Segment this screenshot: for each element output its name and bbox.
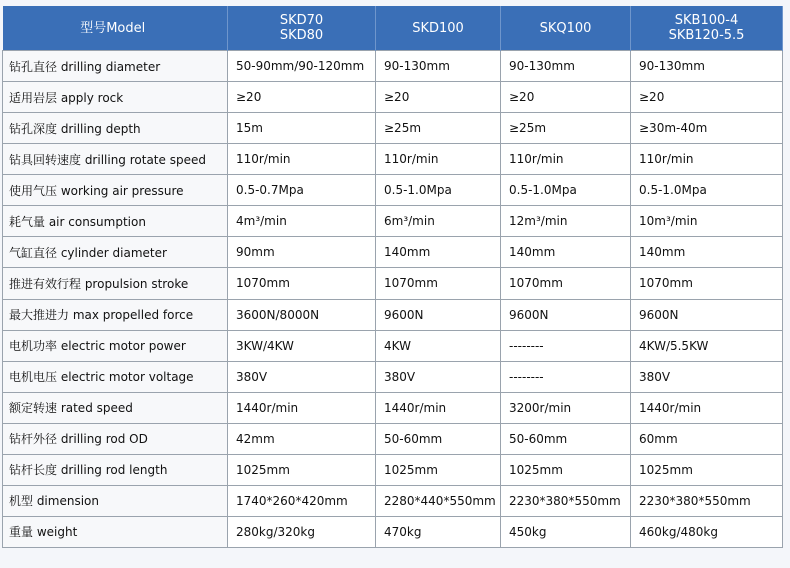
spec-value-cell: 90mm — [228, 237, 376, 268]
spec-value-cell: 1740*260*420mm — [228, 485, 376, 516]
table-row — [3, 361, 783, 392]
spec-table — [2, 6, 783, 548]
spec-value-cell: ≥20 — [631, 82, 783, 113]
row-label: 钻孔直径 drilling diameter — [3, 51, 228, 82]
spec-value-cell: 9600N — [631, 299, 783, 330]
spec-value-cell: 450kg — [501, 516, 631, 547]
spec-value-cell: 0.5-0.7Mpa — [228, 175, 376, 206]
spec-value-cell: 1440r/min — [631, 392, 783, 423]
model-header-line: SKD70 — [279, 13, 324, 28]
spec-value-cell: 90-130mm — [631, 51, 783, 82]
spec-value-cell: 3KW/4KW — [228, 330, 376, 361]
model-header-skd100 — [376, 6, 501, 51]
spec-value-cell: 10m³/min — [631, 206, 783, 237]
spec-value-cell: 4KW — [376, 330, 501, 361]
spec-value-cell: 1025mm — [631, 454, 783, 485]
row-label: 气缸直径 cylinder diameter — [3, 237, 228, 268]
spec-value-cell: 380V — [376, 361, 501, 392]
spec-value-cell: 110r/min — [228, 144, 376, 175]
spec-value-cell: 140mm — [376, 237, 501, 268]
spec-value-cell: ≥20 — [501, 82, 631, 113]
header-row — [3, 6, 783, 51]
spec-value-cell: 280kg/320kg — [228, 516, 376, 547]
model-header-skb100-skb120 — [631, 6, 783, 51]
row-label: 推进有效行程 propulsion stroke — [3, 268, 228, 299]
spec-value-cell: ≥30m-40m — [631, 113, 783, 144]
spec-value-cell: 1440r/min — [376, 392, 501, 423]
spec-table-header — [3, 6, 783, 51]
spec-value-cell: 9600N — [376, 299, 501, 330]
spec-value-cell: 110r/min — [501, 144, 631, 175]
table-row — [3, 299, 783, 330]
table-row — [3, 82, 783, 113]
spec-value-cell: 380V — [631, 361, 783, 392]
spec-value-cell: 3600N/8000N — [228, 299, 376, 330]
table-row — [3, 423, 783, 454]
spec-value-cell: 380V — [228, 361, 376, 392]
spec-value-cell: 110r/min — [631, 144, 783, 175]
spec-value-cell: 4m³/min — [228, 206, 376, 237]
row-label: 钻孔深度 drilling depth — [3, 113, 228, 144]
table-row — [3, 237, 783, 268]
spec-value-cell: 0.5-1.0Mpa — [376, 175, 501, 206]
spec-value-cell: 1070mm — [228, 268, 376, 299]
spec-value-cell: 50-60mm — [376, 423, 501, 454]
spec-value-cell: 90-130mm — [376, 51, 501, 82]
spec-value-cell: 470kg — [376, 516, 501, 547]
spec-value-cell: 1070mm — [631, 268, 783, 299]
table-row — [3, 454, 783, 485]
row-label: 最大推进力 max propelled force — [3, 299, 228, 330]
row-label: 额定转速 rated speed — [3, 392, 228, 423]
model-header-line: SKB120-5.5 — [668, 28, 745, 43]
spec-value-cell: 42mm — [228, 423, 376, 454]
table-row — [3, 175, 783, 206]
row-label: 电机电压 electric motor voltage — [3, 361, 228, 392]
model-header-line: SKD100 — [412, 20, 464, 36]
row-label: 耗气量 air consumption — [3, 206, 228, 237]
model-column-header: 型号Model — [3, 6, 228, 51]
spec-value-cell: 1070mm — [501, 268, 631, 299]
spec-value-cell: 1025mm — [501, 454, 631, 485]
table-row — [3, 144, 783, 175]
row-label: 使用气压 working air pressure — [3, 175, 228, 206]
spec-value-cell: 1025mm — [376, 454, 501, 485]
table-row — [3, 516, 783, 547]
spec-value-cell: 12m³/min — [501, 206, 631, 237]
spec-value-cell: 3200r/min — [501, 392, 631, 423]
spec-value-cell: 0.5-1.0Mpa — [631, 175, 783, 206]
row-label: 重量 weight — [3, 516, 228, 547]
row-label: 钻具回转速度 drilling rotate speed — [3, 144, 228, 175]
spec-value-cell: 1440r/min — [228, 392, 376, 423]
spec-value-cell: 1025mm — [228, 454, 376, 485]
table-row — [3, 485, 783, 516]
table-row — [3, 268, 783, 299]
table-row — [3, 330, 783, 361]
spec-value-cell: 2280*440*550mm — [376, 485, 501, 516]
spec-value-cell: 90-130mm — [501, 51, 631, 82]
table-row — [3, 51, 783, 82]
spec-value-cell: -------- — [501, 361, 631, 392]
spec-value-cell: ≥25m — [376, 113, 501, 144]
model-header-line: SKQ100 — [539, 20, 592, 36]
spec-value-cell: 140mm — [501, 237, 631, 268]
spec-value-cell: 0.5-1.0Mpa — [501, 175, 631, 206]
model-header-skd70-skd80 — [228, 6, 376, 51]
spec-value-cell: ≥20 — [228, 82, 376, 113]
row-label: 钻杆长度 drilling rod length — [3, 454, 228, 485]
spec-value-cell: 6m³/min — [376, 206, 501, 237]
model-header-line: SKD80 — [279, 28, 324, 43]
spec-table-body — [3, 51, 783, 548]
spec-value-cell: -------- — [501, 330, 631, 361]
model-header-skq100 — [501, 6, 631, 51]
spec-value-cell: ≥25m — [501, 113, 631, 144]
spec-value-cell: 110r/min — [376, 144, 501, 175]
spec-value-cell: 4KW/5.5KW — [631, 330, 783, 361]
row-label: 机型 dimension — [3, 485, 228, 516]
row-label: 钻杆外径 drilling rod OD — [3, 423, 228, 454]
spec-value-cell: 50-60mm — [501, 423, 631, 454]
model-header-line: SKB100-4 — [674, 13, 739, 28]
table-row — [3, 392, 783, 423]
spec-value-cell: 9600N — [501, 299, 631, 330]
table-row — [3, 206, 783, 237]
spec-value-cell: ≥20 — [376, 82, 501, 113]
spec-value-cell: 2230*380*550mm — [501, 485, 631, 516]
spec-value-cell: 140mm — [631, 237, 783, 268]
spec-value-cell: 50-90mm/90-120mm — [228, 51, 376, 82]
spec-value-cell: 15m — [228, 113, 376, 144]
spec-value-cell: 2230*380*550mm — [631, 485, 783, 516]
row-label: 电机功率 electric motor power — [3, 330, 228, 361]
spec-value-cell: 460kg/480kg — [631, 516, 783, 547]
spec-value-cell: 60mm — [631, 423, 783, 454]
table-row — [3, 113, 783, 144]
spec-value-cell: 1070mm — [376, 268, 501, 299]
row-label: 适用岩层 apply rock — [3, 82, 228, 113]
